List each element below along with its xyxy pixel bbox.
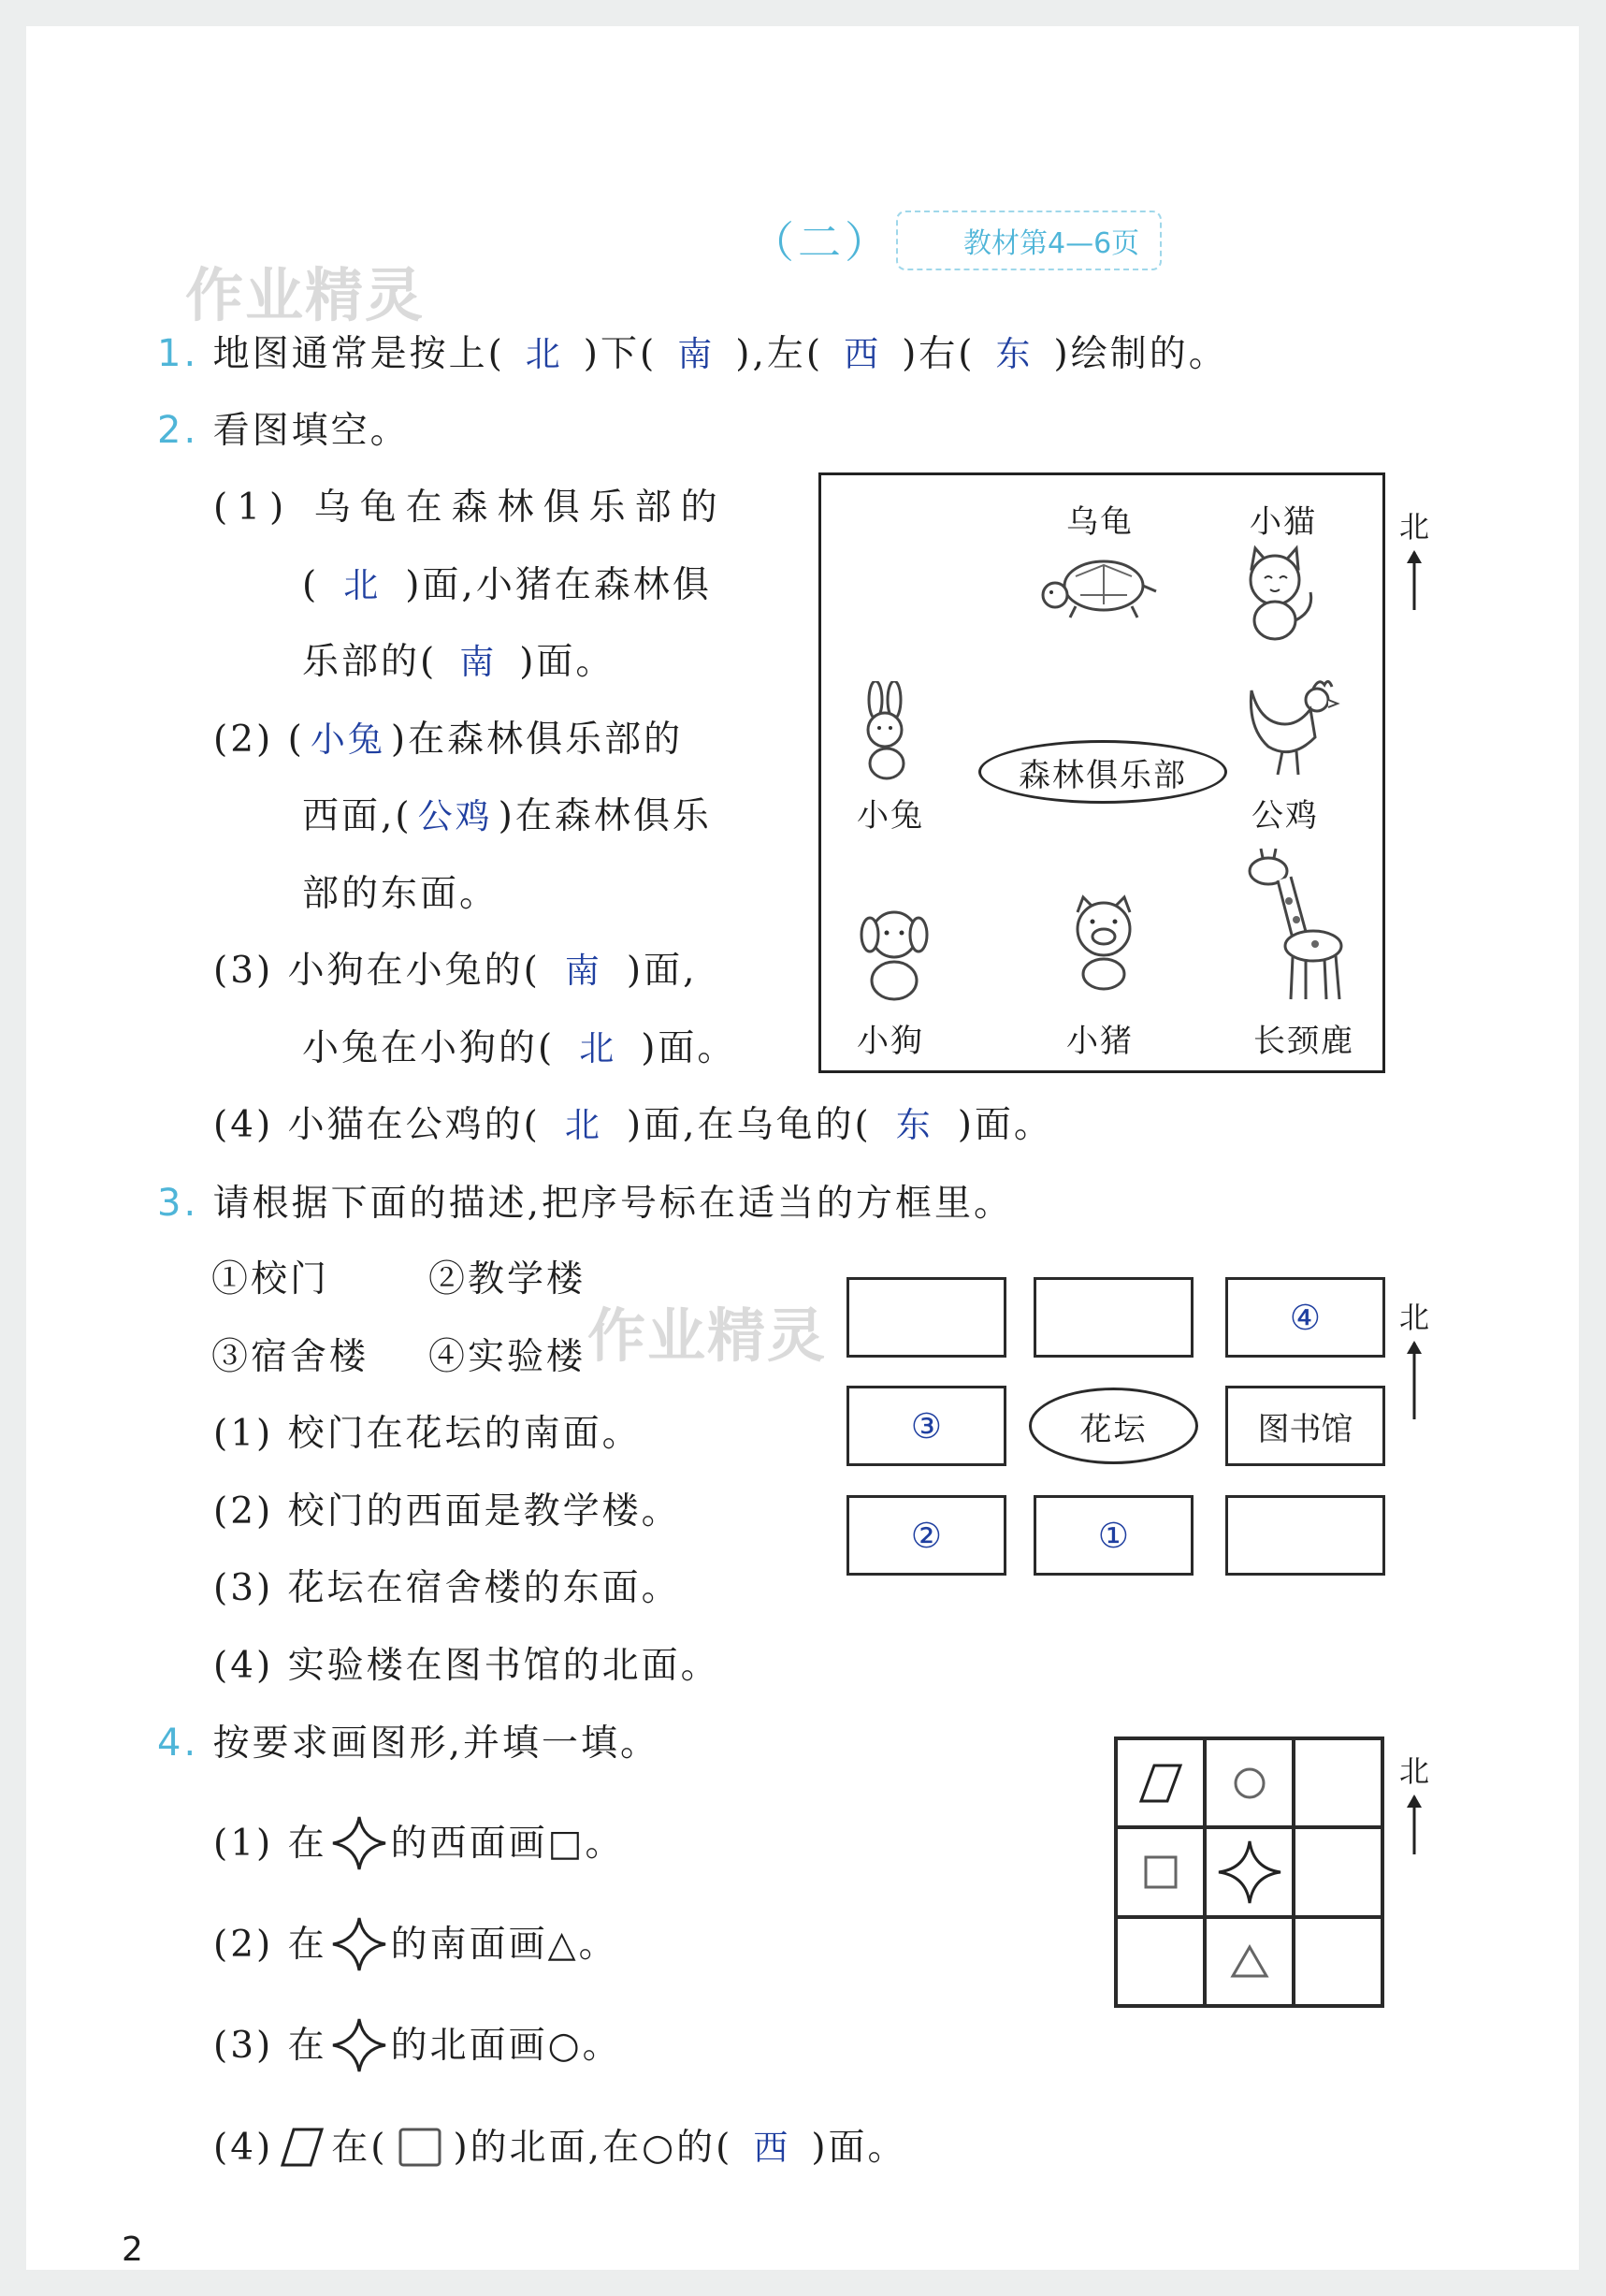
text: )面,在乌龟的(	[626, 1104, 872, 1146]
text: 的北面画○。	[390, 2024, 622, 2067]
grid-cell[interactable]	[1116, 1827, 1205, 1916]
answer: 东	[895, 1105, 933, 1145]
north-arrow-icon	[1396, 1337, 1433, 1421]
answer: 北	[564, 1105, 602, 1145]
giraffe-icon	[1240, 845, 1353, 1004]
answer: 小兔	[310, 719, 385, 760]
library-label: 图书馆	[1257, 1410, 1353, 1448]
q2-2-line-1	[213, 719, 684, 761]
north-indicator	[1396, 503, 1433, 612]
grid-cell[interactable]	[1294, 1917, 1382, 2006]
q2-1-line-2	[302, 564, 712, 606]
triangle-icon	[1229, 1942, 1270, 1980]
q2-1-line-1	[213, 487, 727, 529]
box-answer: ②	[910, 1515, 943, 1556]
north-label: 北	[1398, 1300, 1429, 1335]
grid-box-r2c1[interactable]	[1034, 1495, 1194, 1576]
q1-text-5: )绘制的。	[1053, 333, 1228, 375]
option-1: ①校门	[211, 1258, 330, 1301]
north-indicator	[1396, 1294, 1433, 1421]
text: (4)	[213, 2126, 274, 2169]
clue-2: (2) 校门的西面是教学楼。	[213, 1490, 681, 1533]
q1-text-4: )右(	[902, 333, 976, 375]
text: (	[302, 564, 320, 606]
q4-1	[213, 1815, 625, 1871]
label-dog: 小狗	[857, 1023, 924, 1060]
answer: 西	[753, 2127, 791, 2168]
grid-cell[interactable]	[1116, 1738, 1205, 1827]
label-rooster: 公鸡	[1252, 797, 1319, 835]
north-label: 北	[1398, 509, 1429, 545]
grid-box-r1c0[interactable]	[846, 1386, 1006, 1466]
q1-text-3: ),左(	[735, 333, 824, 375]
option-4: ④实验楼	[428, 1336, 586, 1378]
forest-map	[818, 472, 1385, 1073]
label-turtle: 乌龟	[1066, 503, 1134, 541]
text: )在森林俱乐	[498, 795, 712, 837]
shape-grid	[1114, 1737, 1384, 2008]
text: (2) 在	[213, 1923, 327, 1966]
q4-title: 按要求画图形,并填一填。	[212, 1722, 659, 1765]
text: 的南面画△。	[390, 1923, 618, 1966]
box-answer: ④	[1289, 1297, 1322, 1338]
label-club: 森林俱乐部	[1019, 756, 1187, 794]
text: 小兔在小狗的(	[302, 1027, 556, 1069]
sub-label: (4)	[213, 1104, 274, 1146]
clue-4: (4) 实验楼在图书馆的北面。	[213, 1645, 720, 1687]
q4-4	[213, 2126, 907, 2169]
sub-label: (3)	[213, 950, 274, 992]
text: 的西面画□。	[390, 1822, 625, 1865]
grid-cell[interactable]	[1116, 1917, 1205, 2006]
pig-icon	[1057, 892, 1150, 995]
dog-icon	[847, 901, 941, 1004]
answer: 南	[459, 642, 498, 682]
grid-cell[interactable]	[1205, 1827, 1294, 1916]
four-point-star-icon	[331, 1815, 387, 1871]
grid-cell[interactable]	[1294, 1738, 1382, 1827]
page-number: 2	[122, 2231, 143, 2269]
q1-text-1: 地图通常是按上(	[212, 333, 505, 375]
grid-box-r0c2[interactable]	[1225, 1277, 1385, 1358]
text: )在森林俱乐部的	[390, 719, 684, 761]
question-number: 1.	[157, 332, 199, 375]
box-answer: ③	[910, 1405, 943, 1446]
sub-label: (2)	[213, 719, 274, 761]
q2-2-line-2	[302, 795, 712, 837]
grid-cell[interactable]	[1205, 1917, 1294, 2006]
turtle-icon	[1038, 548, 1169, 623]
text: )面。	[641, 1027, 737, 1069]
q2-title: 看图填空。	[212, 410, 410, 452]
square-icon	[1140, 1852, 1181, 1893]
question-number: 3.	[157, 1182, 199, 1225]
four-point-star-icon	[1217, 1839, 1282, 1905]
text: 西面,(	[302, 795, 412, 837]
question-1	[157, 332, 1228, 375]
text: (3) 在	[213, 2024, 327, 2067]
grid-box-r2c0[interactable]	[846, 1495, 1006, 1576]
textbook-ref: 教材第4—6页	[963, 227, 1140, 260]
north-arrow-icon	[1396, 546, 1433, 612]
answer: 南	[677, 334, 716, 374]
answer: 公鸡	[417, 796, 493, 836]
question-number: 2.	[157, 409, 199, 452]
flower-bed	[1029, 1388, 1198, 1464]
answer: 北	[579, 1028, 617, 1068]
watermark: 作业精灵	[185, 261, 426, 329]
flower-bed-label: 花坛	[1079, 1410, 1148, 1448]
section-title: （二）	[751, 217, 891, 268]
box-answer: ①	[1097, 1515, 1130, 1556]
parallelogram-icon	[279, 2126, 326, 2169]
text: )面,	[626, 950, 698, 992]
label-pig: 小猪	[1066, 1023, 1134, 1060]
q1-text-2: )下(	[583, 333, 658, 375]
rooster-icon	[1240, 672, 1343, 784]
square-answer-icon	[387, 2126, 453, 2169]
q2-3-line-1	[213, 950, 698, 992]
text: 乌龟在森林俱乐部的	[313, 487, 727, 529]
answer: 北	[525, 334, 563, 374]
q3-title: 请根据下面的描述,把序号标在适当的方框里。	[212, 1183, 1013, 1225]
rabbit-icon	[847, 681, 922, 784]
forest-club	[978, 740, 1227, 804]
clue-3: (3) 花坛在宿舍楼的东面。	[213, 1567, 681, 1609]
label-rabbit: 小兔	[857, 797, 924, 835]
watermark: 作业精灵	[587, 1301, 828, 1370]
clue-1: (1) 校门在花坛的南面。	[213, 1413, 642, 1455]
grid-cell[interactable]	[1294, 1827, 1382, 1916]
four-point-star-icon	[331, 2017, 387, 2073]
text: 在(	[331, 2126, 388, 2169]
worksheet-page	[26, 26, 1579, 2270]
q4-2	[213, 1916, 618, 1972]
answer: 西	[844, 334, 882, 374]
grid-box-r0c0[interactable]	[846, 1277, 1006, 1358]
answer: 东	[995, 334, 1034, 374]
sub-label: (1)	[213, 487, 294, 529]
parallelogram-icon	[1137, 1762, 1184, 1805]
label-giraffe: 长颈鹿	[1253, 1023, 1354, 1060]
library-box	[1225, 1386, 1385, 1466]
text: 乐部的(	[302, 641, 438, 683]
q4-3	[213, 2017, 622, 2073]
textbook-ref-tag	[896, 211, 1162, 270]
cat-icon	[1223, 541, 1326, 644]
text: (	[287, 719, 305, 761]
four-point-star-icon	[331, 1916, 387, 1972]
text: )的北面,在○的(	[453, 2126, 733, 2169]
option-2: ②教学楼	[428, 1258, 586, 1301]
text: )面,小猪在森林俱	[405, 564, 712, 606]
option-3: ③宿舍楼	[211, 1336, 369, 1378]
question-3-title	[157, 1182, 1013, 1225]
text: )面。	[519, 641, 615, 683]
text: 小狗在小兔的(	[287, 950, 541, 992]
north-arrow-icon	[1396, 1791, 1433, 1856]
circle-icon	[1231, 1765, 1268, 1802]
grid-box-r2c2[interactable]	[1225, 1495, 1385, 1576]
text: )面。	[811, 2126, 907, 2169]
text: (1) 在	[213, 1822, 327, 1865]
grid-cell[interactable]	[1205, 1738, 1294, 1827]
question-4-title	[157, 1722, 659, 1765]
text: 小猫在公鸡的(	[287, 1104, 541, 1146]
question-number: 4.	[157, 1722, 199, 1765]
label-cat: 小猫	[1250, 503, 1317, 541]
q2-3-line-2	[302, 1027, 737, 1069]
answer: 南	[564, 951, 602, 991]
text: )面。	[957, 1104, 1053, 1146]
grid-box-r0c1[interactable]	[1034, 1277, 1194, 1358]
answer: 北	[343, 565, 382, 605]
q2-1-line-3	[302, 641, 615, 683]
q2-4-line-1	[213, 1104, 1053, 1146]
north-indicator	[1396, 1748, 1433, 1856]
q2-2-line-3: 部的东面。	[302, 873, 499, 915]
question-2-title	[157, 409, 410, 452]
north-label: 北	[1398, 1753, 1429, 1789]
